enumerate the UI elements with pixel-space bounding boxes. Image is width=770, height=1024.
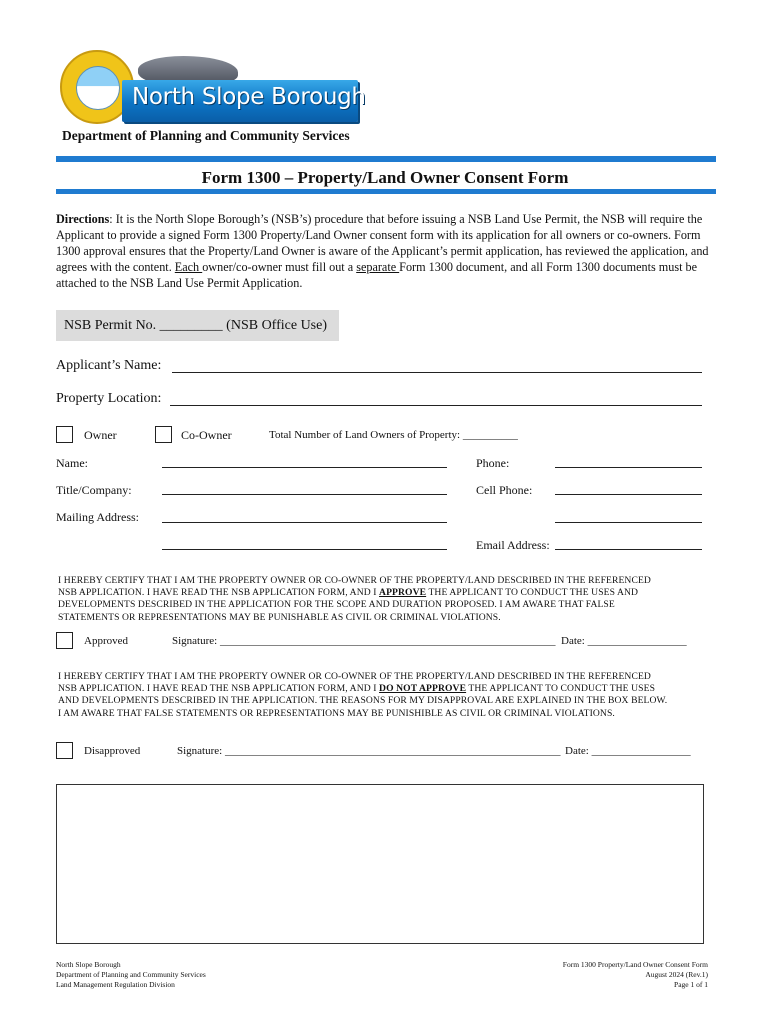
directions-underline-separate: separate bbox=[356, 260, 400, 274]
co-owner-checkbox[interactable] bbox=[155, 426, 172, 443]
property-location-label: Property Location: bbox=[56, 391, 162, 406]
approve-cert-line-2 bbox=[58, 587, 718, 599]
footer-right bbox=[563, 960, 708, 990]
form-title: Form 1300 – Property/Land Owner Consent Form bbox=[201, 168, 569, 187]
footer-page-number: Page 1 of 1 bbox=[674, 980, 708, 989]
applicant-name-label: Applicant’s Name: bbox=[56, 358, 162, 373]
approve-keyword: APPROVE bbox=[379, 587, 427, 599]
disapprove-cert-line-3: AND DEVELOPMENTS DESCRIBED IN THE APPLICATION. THE REASONS FOR MY DISAPPROVAL ARE EXPLAINED IN THE BOX BELOW. bbox=[58, 695, 668, 707]
co-owner-label: Co-Owner bbox=[181, 428, 232, 442]
footer-division: Land Management Regulation Division bbox=[56, 980, 175, 989]
disapprove-cert-line-4: I AM AWARE THAT FALSE STATEMENTS OR REPRESENTATIONS MAY BE PUNISHIBLE AS CIVIL OR CRIMINAL VIOLATIONS. bbox=[58, 707, 615, 719]
directions-paragraph bbox=[56, 211, 716, 291]
email-address-label: Email Address: bbox=[476, 538, 550, 552]
total-owners-field[interactable]: Total Number of Land Owners of Property: __________ bbox=[269, 429, 518, 441]
directions-text-2: owner/co-owner must fill out a bbox=[202, 260, 357, 274]
approve-cert-line-1: I HEREBY CERTIFY THAT I AM THE PROPERTY OWNER OR CO-OWNER OF THE PROPERTY/LAND DESCRIBED IN THE REFERENCED bbox=[58, 575, 651, 586]
name-field[interactable] bbox=[162, 467, 447, 468]
disapprove-certification bbox=[58, 671, 718, 720]
approved-signature-field[interactable]: Signature: _____________________________________________________________ bbox=[172, 635, 556, 647]
mailing-address-field-2[interactable] bbox=[162, 549, 447, 550]
north-slope-borough-logo bbox=[60, 50, 366, 125]
disapproved-date-field[interactable]: Date: __________________ bbox=[565, 745, 691, 757]
disapprove-cert-line-2b: THE APPLICANT TO CONDUCT THE USES bbox=[466, 683, 656, 695]
disapproved-label: Disapproved bbox=[84, 745, 141, 757]
footer-org: North Slope Borough bbox=[56, 960, 121, 969]
cell-phone-field[interactable] bbox=[555, 494, 702, 495]
title-company-field[interactable] bbox=[162, 494, 447, 495]
owner-checkbox[interactable] bbox=[56, 426, 73, 443]
title-company-label: Title/Company: bbox=[56, 483, 132, 497]
approve-certification bbox=[58, 575, 718, 624]
property-location-field[interactable] bbox=[170, 405, 702, 406]
footer-form-name: Form 1300 Property/Land Owner Consent Form bbox=[562, 960, 708, 969]
department-name: Department of Planning and Community Services bbox=[62, 128, 350, 143]
mailing-address-label: Mailing Address: bbox=[56, 510, 139, 524]
title-bottom-rule bbox=[56, 189, 716, 194]
email-address-field[interactable] bbox=[555, 549, 702, 550]
disapproved-signature-field[interactable]: Signature: _____________________________________________________________ bbox=[177, 745, 561, 757]
directions-underline-each: Each bbox=[174, 260, 203, 274]
directions-text-1: : It is the North Slope Borough’s (NSB’s) procedure that before issuing a NSB Land Use Permit, the NSB will require the Applicant to provide a signed Form 1300 Property/Land Owner consent form with its application for all owners or co-owners. Form 1300 approval ensures that the Property/Land Owner is aware of the Applicant’s permit application, has reviewed the application, and agrees with the content. bbox=[56, 212, 709, 274]
title-top-rule bbox=[56, 156, 716, 162]
footer-left bbox=[56, 960, 206, 990]
extra-contact-field[interactable] bbox=[555, 522, 702, 523]
phone-field[interactable] bbox=[555, 467, 702, 468]
name-label: Name: bbox=[56, 456, 88, 470]
approve-cert-line-4: STATEMENTS OR REPRESENTATIONS MAY BE PUNISHABLE AS CIVIL OR CRIMINAL VIOLATIONS. bbox=[58, 611, 501, 623]
approve-cert-line-3: DEVELOPMENTS DESCRIBED IN THE APPLICATION FOR THE SCOPE AND DURATION PROPOSED. I AM AWARE THAT FALSE bbox=[58, 599, 615, 611]
directions-text-3: Form 1300 document, and all Form 1300 documents must be attached to the NSB Land Use Permit Application. bbox=[56, 260, 698, 290]
approved-label: Approved bbox=[84, 635, 128, 647]
disapproval-reasons-box[interactable] bbox=[56, 784, 704, 944]
permit-number-label: NSB Permit No. _________ (NSB Office Use) bbox=[64, 318, 328, 333]
approve-cert-line-2a: NSB APPLICATION. I HAVE READ THE NSB APPLICATION FORM, AND I bbox=[58, 587, 380, 599]
disapprove-cert-line-1: I HEREBY CERTIFY THAT I AM THE PROPERTY OWNER OR CO-OWNER OF THE PROPERTY/LAND DESCRIBED IN THE REFERENCED bbox=[58, 671, 651, 682]
cell-phone-label: Cell Phone: bbox=[476, 483, 533, 497]
disapprove-cert-line-2 bbox=[58, 683, 718, 695]
phone-label: Phone: bbox=[476, 456, 510, 470]
logo-text: North Slope Borough bbox=[132, 84, 366, 110]
approved-checkbox[interactable] bbox=[56, 632, 73, 649]
approve-cert-line-2b: THE APPLICANT TO CONDUCT THE USES AND bbox=[426, 587, 639, 599]
footer-department: Department of Planning and Community Services bbox=[56, 970, 206, 979]
mailing-address-field-1[interactable] bbox=[162, 522, 447, 523]
do-not-approve-keyword: DO NOT APPROVE bbox=[379, 683, 467, 695]
footer-revision: August 2024 (Rev.1) bbox=[645, 970, 708, 979]
applicant-name-field[interactable] bbox=[172, 372, 702, 373]
disapproved-checkbox[interactable] bbox=[56, 742, 73, 759]
owner-label: Owner bbox=[84, 428, 117, 442]
disapprove-cert-line-2a: NSB APPLICATION. I HAVE READ THE NSB APPLICATION FORM, AND I bbox=[58, 683, 380, 695]
directions-label: Directions bbox=[56, 212, 110, 226]
approved-date-field[interactable]: Date: __________________ bbox=[561, 635, 687, 647]
permit-number-box bbox=[56, 310, 339, 341]
